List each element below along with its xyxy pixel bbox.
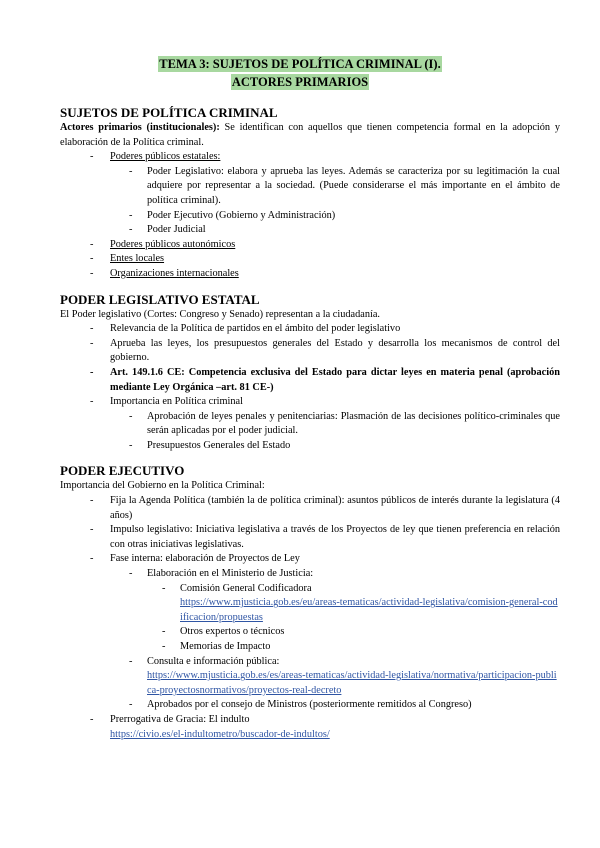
intro-paragraph-legislativo: El Poder legislativo (Cortes: Congreso y Senado) representan a la ciudadanía. — [60, 308, 380, 320]
list-sujetos — [60, 150, 560, 281]
intro-paragraph-actores — [60, 121, 560, 150]
list-item: - Poder Legislativo: elabora y aprueba las leyes. Además se caracteriza por su legitimación la cual adquiere por representar a la sociedad. (Puede considerarse el más importante en el ámbito de política criminal). — [60, 165, 560, 209]
list-item: - Fase interna: elaboración de Proyectos de Ley — [60, 552, 560, 567]
list-item: - Aprobados por el consejo de Ministros (posteriormente remitidos al Congreso) — [60, 698, 560, 713]
list-item: - Art. 149.1.6 CE: Competencia exclusiva del Estado para dictar leyes en materia penal (aprobación mediante Ley Orgánica –art. 81 CE-) — [60, 366, 560, 395]
list-item — [60, 238, 560, 253]
list-item-label: Prerrogativa de Gracia: El indulto — [110, 713, 250, 725]
list-item: - Otros expertos o técnicos — [60, 625, 560, 640]
document-title — [0, 55, 600, 91]
list-item: - Relevancia de la Política de partidos en el ámbito del poder legislativo — [60, 322, 560, 337]
list-item: - Poder Ejecutivo (Gobierno y Administración) — [60, 209, 560, 224]
title-line-1: TEMA 3: SUJETOS DE POLÍTICA CRIMINAL (I). — [159, 57, 441, 71]
list-item: - Importancia en Política criminal — [60, 395, 560, 410]
list-item-label: Entes locales — [110, 253, 165, 265]
link-indultometro[interactable]: https://civio.es/el-indultometro/buscador-de-indultos/ — [110, 728, 330, 740]
list-item-label: Poderes públicos autonómicos — [110, 238, 236, 250]
link-comision-codificadora[interactable]: https://www.mjusticia.gob.es/eu/areas-tematicas/actividad-legislativa/comision-general-codificacion/propuestas — [180, 597, 558, 623]
list-item: - Memorias de Impacto — [60, 640, 560, 655]
list-item: - Elaboración en el Ministerio de Justicia: — [60, 567, 560, 582]
list-item: - Aprobación de leyes penales y penitenciarias: Plasmación de las decisiones político-criminales que serán aplicadas por el poder judicial. — [60, 410, 560, 439]
link-participacion-publica[interactable]: https://www.mjusticia.gob.es/es/areas-tematicas/actividad-legislativa/normativa/participacion-publica-proyectosnormativos/proyectos-real-decreto — [147, 670, 557, 696]
list-item: - Impulso legislativo: Iniciativa legislativa a través de los Proyectos de ley que tienen preferencia en relación con otras iniciativas legislativas. — [60, 523, 560, 552]
document-body — [60, 104, 560, 742]
list-item — [60, 267, 560, 282]
list-item: - Poder Judicial — [60, 223, 560, 238]
list-item-label: Organizaciones internacionales — [110, 267, 239, 279]
list-item: - Presupuestos Generales del Estado — [60, 439, 560, 454]
list-item — [60, 655, 560, 699]
list-item — [60, 582, 560, 626]
section-heading-legislativo: PODER LEGISLATIVO ESTATAL — [60, 291, 260, 307]
section-heading-sujetos: SUJETOS DE POLÍTICA CRIMINAL — [60, 105, 278, 120]
list-legislativo — [60, 322, 560, 453]
list-item: - Aprueba las leyes, los presupuestos generales del Estado y desarrolla los mecanismos de control del gobierno. — [60, 337, 560, 366]
list-ejecutivo — [60, 494, 560, 742]
list-item — [60, 713, 560, 742]
title-line-2: ACTORES PRIMARIOS — [231, 75, 369, 89]
intro-paragraph-ejecutivo: Importancia del Gobierno en la Política Criminal: — [60, 480, 265, 492]
list-item-label: Poderes públicos estatales: — [110, 151, 221, 163]
list-item-label: Comisión General Codificadora — [180, 582, 312, 594]
intro-text: Se identifican con aquellos que tienen competencia formal en la adopción y elaboración de la Política criminal. — [60, 122, 560, 148]
section-heading-ejecutivo: PODER EJECUTIVO — [60, 463, 185, 479]
list-item — [60, 150, 560, 165]
list-item: - Fija la Agenda Política (también la de política criminal): asuntos públicos de interés durante la legislatura (4 años) — [60, 494, 560, 523]
list-item — [60, 252, 560, 267]
intro-bold-label: Actores primarios (institucionales): — [60, 122, 220, 133]
list-item-label: Consulta e información pública: — [147, 655, 280, 667]
